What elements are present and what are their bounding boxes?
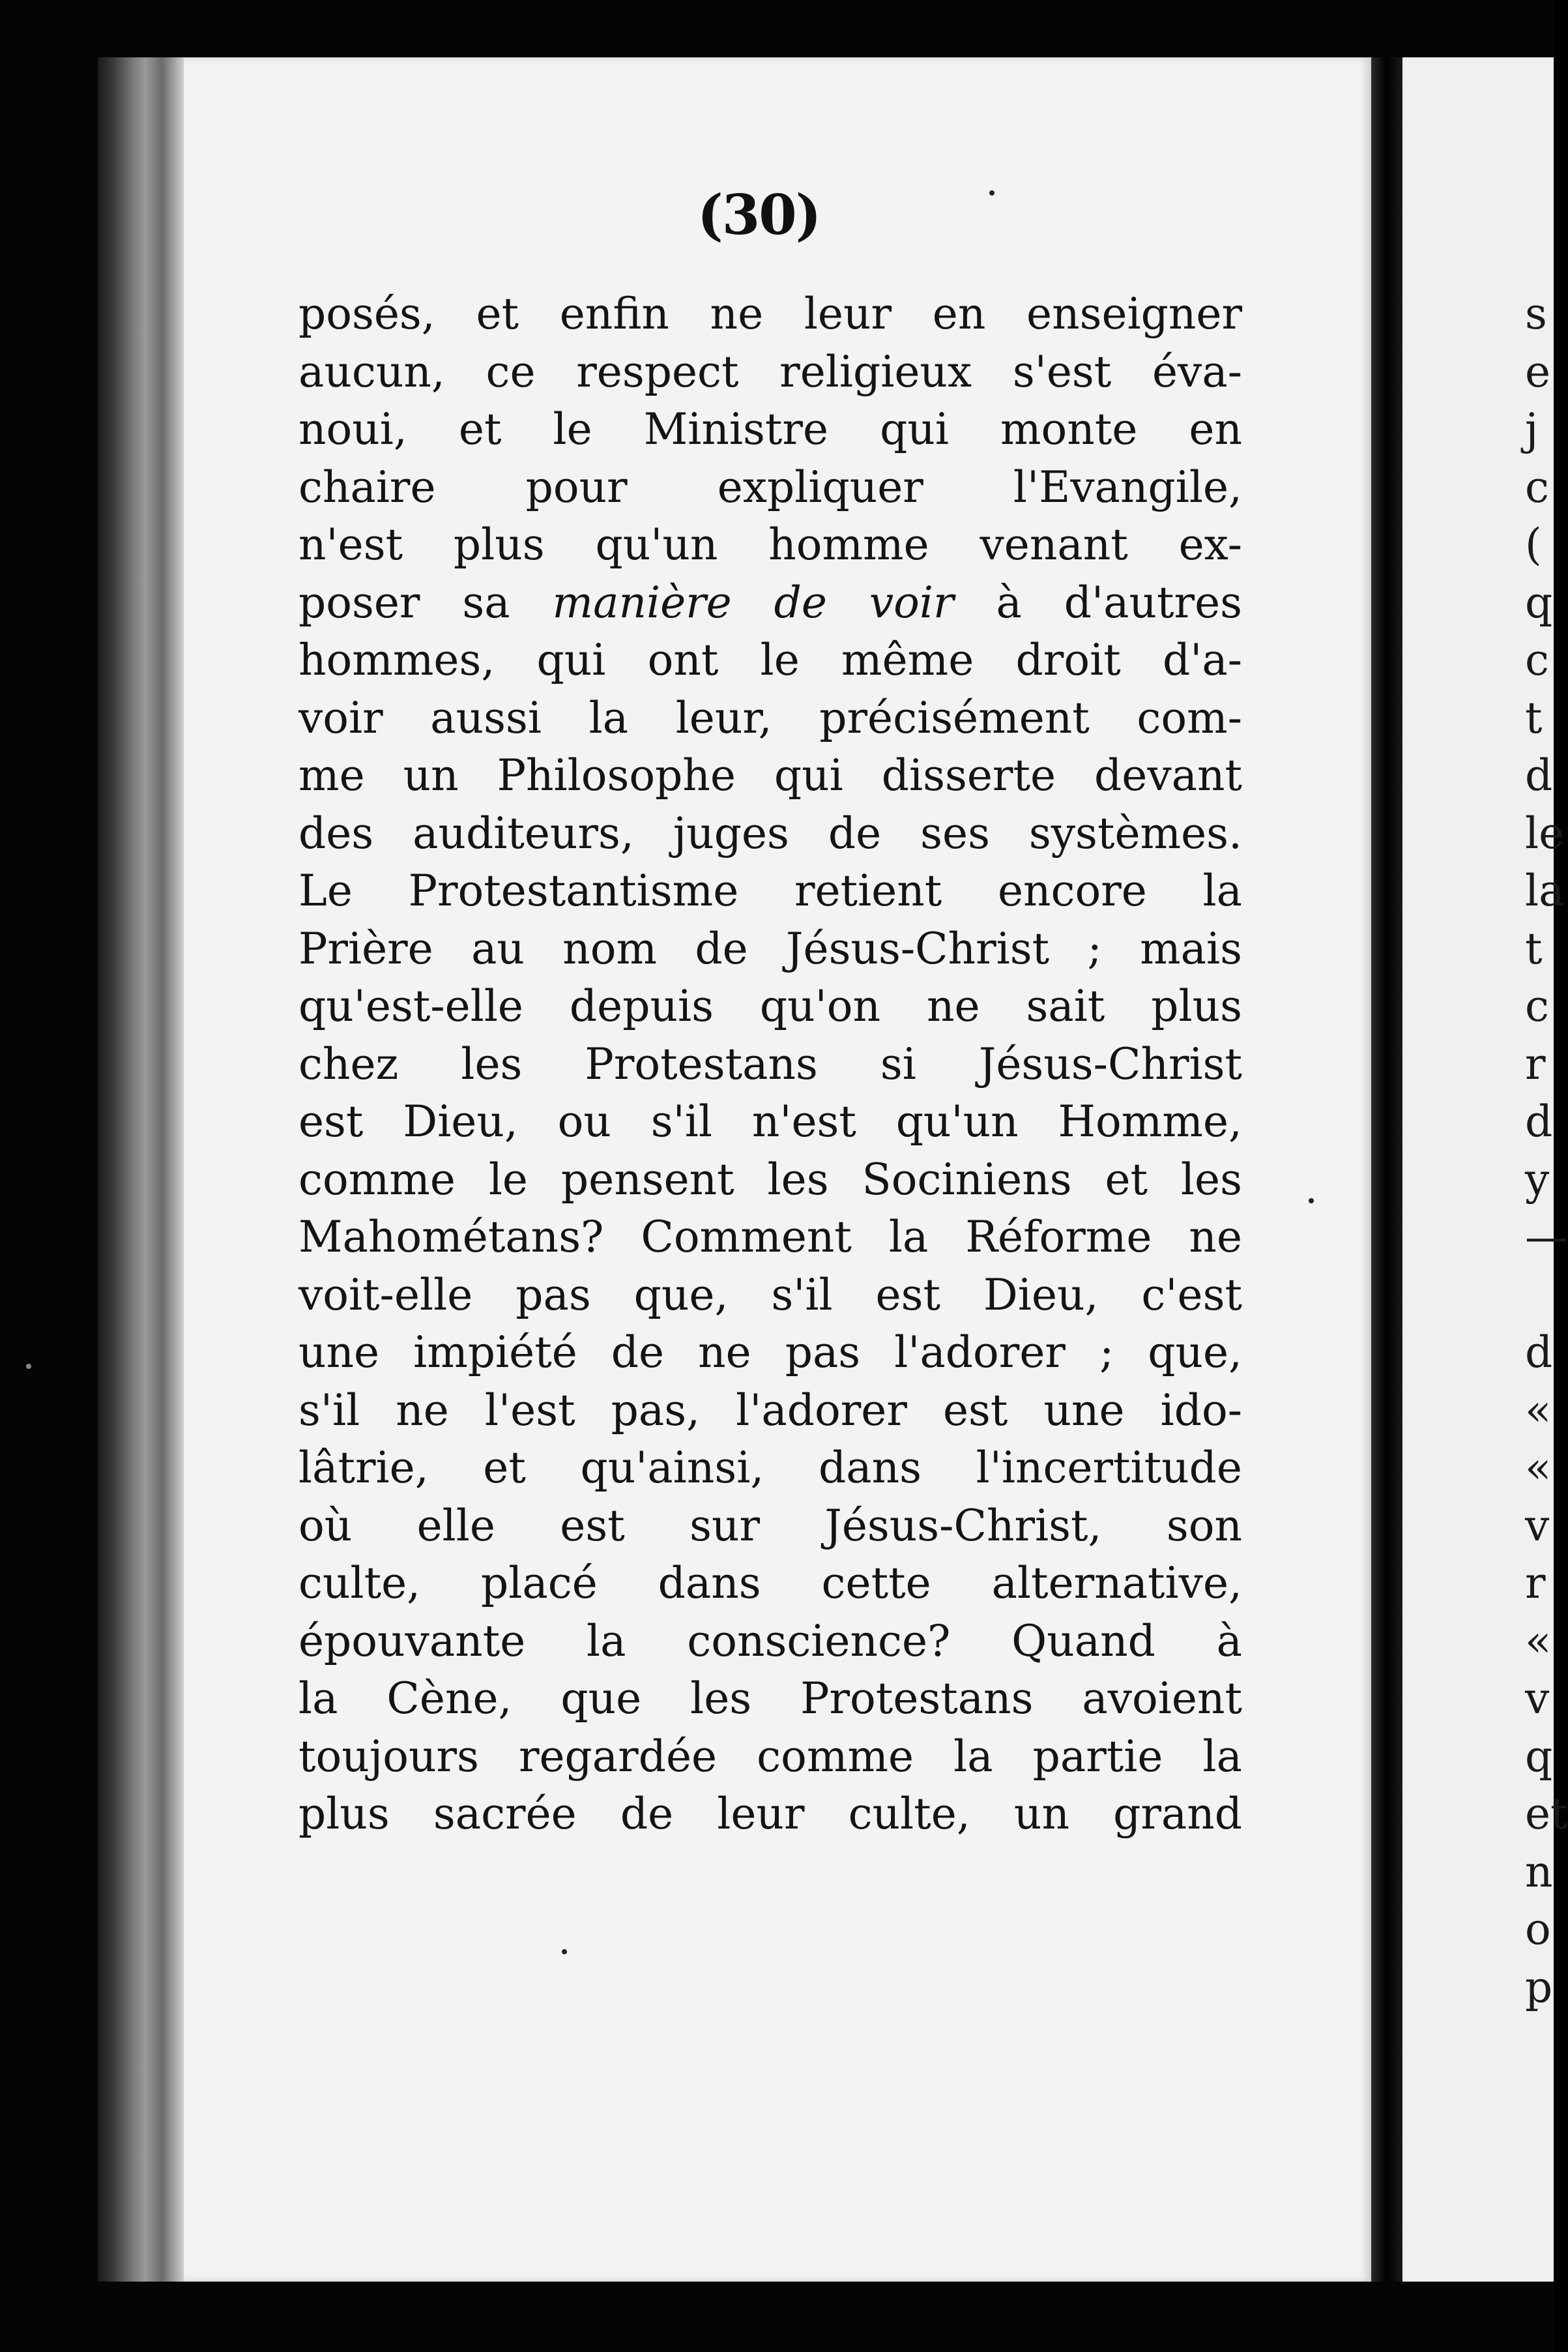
facing-page-fragment: c: [1525, 462, 1549, 512]
facing-page-fragment: «: [1525, 1615, 1552, 1666]
text-line: Le Protestantisme retient encore la: [298, 866, 1242, 916]
facing-page-fragment: (: [1525, 520, 1542, 570]
text-line: n'est plus qu'un homme venant ex-: [298, 520, 1242, 570]
facing-page-fragment: d: [1525, 750, 1553, 801]
text-line: Prière au nom de Jésus-Christ ; mais: [298, 923, 1242, 974]
text-line: posés, et enfin ne leur en enseigner: [298, 289, 1242, 339]
facing-page-fragment: c: [1525, 981, 1549, 1031]
text-line: chaire pour expliquer l'Evangile,: [298, 462, 1242, 512]
text-line: culte, placé dans cette alternative,: [298, 1558, 1242, 1608]
facing-page-fragment: o: [1525, 1904, 1551, 1954]
text-line: Mahométans? Comment la Réforme ne: [298, 1212, 1242, 1262]
facing-page-fragment: d: [1525, 1096, 1553, 1147]
text-line: épouvante la conscience? Quand à: [298, 1615, 1242, 1666]
facing-page-fragment: «: [1525, 1443, 1552, 1493]
text-line: me un Philosophe qui disserte devant: [298, 750, 1242, 801]
text-line: voit-elle pas que, s'il est Dieu, c'est: [298, 1269, 1242, 1320]
facing-page-fragment: [1525, 1267, 1568, 1325]
facing-page-fragment: s: [1525, 289, 1547, 339]
text-line: aucun, ce respect religieux s'est éva-: [298, 346, 1242, 397]
text-line: une impiété de ne pas l'adorer ; que,: [298, 1327, 1242, 1377]
text-line: chez les Protestans si Jésus-Christ: [298, 1038, 1242, 1089]
ink-speck: [26, 1364, 31, 1369]
page-number: (30): [697, 183, 820, 247]
text-line: noui, et le Ministre qui monte en: [298, 404, 1242, 454]
text-line: des auditeurs, juges de ses systèmes.: [298, 808, 1242, 859]
text-line: où elle est sur Jésus-Christ, son: [298, 1500, 1242, 1551]
text-line: s'il ne l'est pas, l'adorer est une ido-: [298, 1385, 1242, 1435]
facing-page-fragment: e: [1525, 346, 1551, 397]
text-line: voir aussi la leur, précisément com-: [298, 692, 1242, 743]
facing-page-fragment: q: [1525, 1731, 1553, 1782]
ink-speck: [989, 190, 995, 196]
facing-page-fragment: le: [1525, 808, 1565, 859]
facing-page-fragment: d: [1525, 1327, 1553, 1377]
text-line: qu'est-elle depuis qu'on ne sait plus: [298, 981, 1242, 1031]
text-line: lâtrie, et qu'ainsi, dans l'incertitude: [298, 1443, 1242, 1493]
ink-speck: [562, 1949, 567, 1954]
facing-page-fragment: q: [1525, 577, 1553, 628]
text-line: comme le pensent les Sociniens et les: [298, 1154, 1242, 1205]
facing-page-fragment: v: [1525, 1673, 1550, 1724]
facing-page-fragment: t: [1525, 923, 1543, 974]
ink-speck: [1309, 1198, 1314, 1203]
text-line: hommes, qui ont le même droit d'a-: [298, 635, 1242, 685]
facing-page-fragment: n: [1525, 1846, 1553, 1897]
facing-page-fragment: j: [1525, 404, 1539, 454]
facing-page-fragment: y: [1525, 1154, 1550, 1205]
facing-page-text-fragments: [1525, 286, 1568, 2016]
text-line: est Dieu, ou s'il n'est qu'un Homme,: [298, 1096, 1242, 1147]
page-gutter: [1371, 57, 1402, 2282]
text-line: toujours regardée comme la partie la: [298, 1731, 1242, 1782]
text-line: poser sa manière de voir à d'autres: [298, 577, 1242, 628]
facing-page-fragment: v: [1525, 1500, 1550, 1551]
facing-page-fragment: «: [1525, 1385, 1552, 1435]
facing-page-fragment: t: [1525, 692, 1543, 743]
text-line: plus sacrée de leur culte, un grand: [298, 1789, 1242, 1839]
body-text: [298, 286, 1242, 1844]
text-line: la Cène, que les Protestans avoient: [298, 1673, 1242, 1724]
facing-page-fragment: et: [1525, 1789, 1568, 1839]
facing-page-fragment: p: [1525, 1962, 1553, 2012]
italic-phrase: manière de voir: [552, 577, 954, 628]
facing-page-fragment: —: [1525, 1212, 1568, 1262]
facing-page-fragment: la: [1525, 866, 1565, 916]
book-binding-edge: [98, 57, 184, 2282]
facing-page-fragment: r: [1525, 1558, 1546, 1608]
facing-page-fragment: r: [1525, 1038, 1546, 1089]
facing-page-fragment: c: [1525, 635, 1549, 685]
